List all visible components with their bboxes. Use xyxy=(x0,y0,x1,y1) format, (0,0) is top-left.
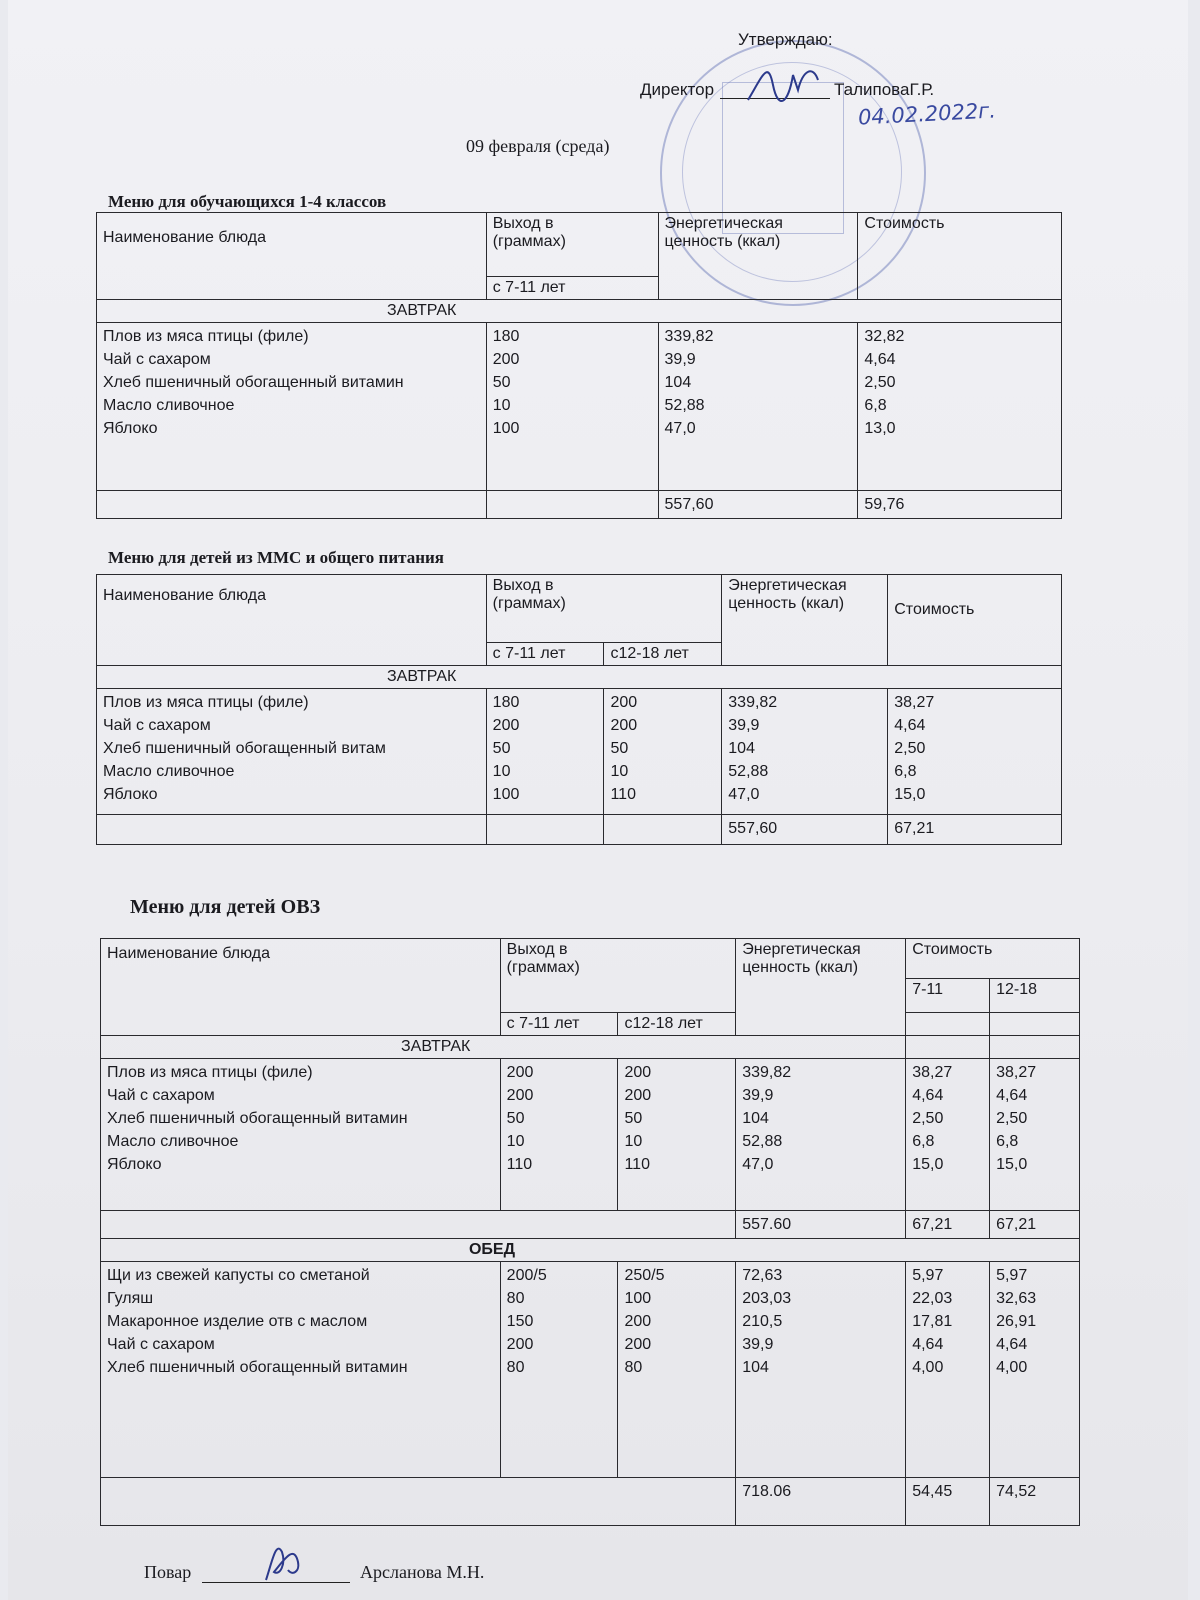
dish-cost: 4,64 xyxy=(912,1087,944,1104)
table2-age2: с12-18 лет xyxy=(604,643,722,666)
dish-yield: 200 xyxy=(492,717,520,734)
dish-yield: 110 xyxy=(610,786,636,803)
table1-meal: ЗАВТРАК xyxy=(97,300,1062,323)
dish-cost: 38,27 xyxy=(894,694,935,711)
dish-cost: 4,64 xyxy=(912,1336,944,1353)
dish-energy: 39,9 xyxy=(728,717,760,734)
table3-breakfast-total-cost2: 67,21 xyxy=(990,1211,1080,1239)
table3-lunch-total-cost1: 54,45 xyxy=(906,1478,990,1526)
dish-yield: 200 xyxy=(624,1064,652,1081)
dish-yield: 200 xyxy=(624,1336,652,1353)
dish-energy: 52,88 xyxy=(742,1133,783,1150)
table2-yield2 xyxy=(604,689,722,815)
table2 xyxy=(96,574,1062,845)
dish-energy: 39,9 xyxy=(742,1087,774,1104)
dish-yield: 100 xyxy=(492,786,520,803)
table1-col-yield: Выход в (граммах) xyxy=(486,213,658,277)
dish-cost: 6,8 xyxy=(864,397,887,414)
table3-breakfast-cost2 xyxy=(990,1059,1080,1211)
approve-label: Утверждаю: xyxy=(738,30,833,49)
dish-cost: 13,0 xyxy=(864,420,896,437)
dish-name: Хлеб пшеничный обогащенный витам xyxy=(103,740,386,757)
dish-energy: 39,9 xyxy=(742,1336,774,1353)
dish-cost: 4,64 xyxy=(996,1087,1028,1104)
dish-yield: 180 xyxy=(492,694,520,711)
table3 xyxy=(100,938,1080,1526)
dish-name: Чай с сахаром xyxy=(107,1336,215,1353)
dish-cost: 32,82 xyxy=(864,328,905,345)
table1-energy xyxy=(658,323,858,491)
dish-energy: 72,63 xyxy=(742,1267,783,1284)
table1-age1: с 7-11 лет xyxy=(486,277,658,300)
table3-lunch-cost2 xyxy=(990,1262,1080,1478)
dish-yield: 200 xyxy=(506,1087,534,1104)
table3-lunch-yield2 xyxy=(618,1262,736,1478)
table2-meal: ЗАВТРАК xyxy=(97,666,1062,689)
dish-energy: 47,0 xyxy=(742,1156,774,1173)
dish-yield: 80 xyxy=(624,1359,643,1376)
dish-yield: 200 xyxy=(492,351,520,368)
dish-cost: 5,97 xyxy=(996,1267,1028,1284)
dish-yield: 200 xyxy=(506,1064,534,1081)
dish-yield: 200 xyxy=(624,1313,652,1330)
dish-yield: 110 xyxy=(624,1156,650,1173)
dish-name: Хлеб пшеничный обогащенный витамин xyxy=(103,374,404,391)
dish-name: Гуляш xyxy=(107,1290,154,1307)
dish-cost: 5,97 xyxy=(912,1267,944,1284)
dish-name: Хлеб пшеничный обогащенный витамин xyxy=(107,1359,408,1376)
dish-name: Чай с сахаром xyxy=(107,1087,215,1104)
director-signature xyxy=(738,55,828,110)
dish-energy: 104 xyxy=(664,374,692,391)
table3-title: Меню для детей ОВЗ xyxy=(130,896,321,918)
dish-cost: 38,27 xyxy=(912,1064,953,1081)
table3-lunch-cost1 xyxy=(906,1262,990,1478)
director-label: Директор xyxy=(640,80,715,99)
dish-name: Плов из мяса птицы (филе) xyxy=(103,328,309,345)
dish-yield: 10 xyxy=(624,1133,643,1150)
dish-energy: 339,82 xyxy=(742,1064,792,1081)
dish-yield: 10 xyxy=(492,397,511,414)
table3-breakfast-cost1 xyxy=(906,1059,990,1211)
table2-col-cost: Стоимость xyxy=(888,575,1062,666)
dish-energy: 104 xyxy=(728,740,755,757)
table3-col-cost: Стоимость xyxy=(906,939,1080,979)
dish-name: Масло сливочное xyxy=(103,763,235,780)
table1-total-energy: 557,60 xyxy=(658,491,858,519)
table2-energy xyxy=(722,689,888,815)
table2-age1: с 7-11 лет xyxy=(486,643,604,666)
dish-cost: 4,64 xyxy=(894,717,926,734)
table1-title: Меню для обучающихся 1-4 классов xyxy=(108,192,387,211)
table3-breakfast-energy xyxy=(736,1059,906,1211)
table3-lunch-total-energy: 718.06 xyxy=(736,1478,906,1526)
dish-yield: 200 xyxy=(610,717,638,734)
dish-cost: 26,91 xyxy=(996,1313,1037,1330)
table3-breakfast-total-energy: 557.60 xyxy=(736,1211,906,1239)
table3-lunch-dishes xyxy=(101,1262,501,1478)
table3-breakfast-dishes xyxy=(101,1059,501,1211)
table3-col-energy: Энергетическая ценность (ккал) xyxy=(736,939,906,1036)
dish-name: Масло сливочное xyxy=(103,397,235,414)
dish-yield: 50 xyxy=(492,740,511,757)
dish-name: Щи из свежей капусты со сметаной xyxy=(107,1267,370,1284)
dish-yield: 100 xyxy=(492,420,520,437)
table3-col-name: Наименование блюда xyxy=(101,939,501,1036)
dish-yield: 50 xyxy=(492,374,511,391)
dish-name: Макаронное изделие отв с маслом xyxy=(107,1313,368,1330)
table3-lunch-energy xyxy=(736,1262,906,1478)
dish-energy: 339,82 xyxy=(728,694,778,711)
dish-cost: 22,03 xyxy=(912,1290,953,1307)
table1-col-name: Наименование блюда xyxy=(97,213,487,300)
dish-cost: 2,50 xyxy=(864,374,896,391)
dish-yield: 180 xyxy=(492,328,520,345)
dish-name: Яблоко xyxy=(103,420,158,437)
dish-yield: 50 xyxy=(506,1110,525,1127)
table3-age2: с12-18 лет xyxy=(618,1013,736,1036)
dish-yield: 10 xyxy=(610,763,629,780)
dish-name: Масло сливочное xyxy=(107,1133,239,1150)
dish-cost: 32,63 xyxy=(996,1290,1037,1307)
dish-cost: 38,27 xyxy=(996,1064,1037,1081)
dish-cost: 4,00 xyxy=(912,1359,944,1376)
dish-energy: 203,03 xyxy=(742,1290,792,1307)
dish-yield: 110 xyxy=(506,1156,533,1173)
table3-cost-age1: 7-11 xyxy=(906,979,990,1013)
dish-energy: 339,82 xyxy=(664,328,714,345)
cook-name: Арсланова М.Н. xyxy=(360,1562,485,1582)
dish-name: Плов из мяса птицы (филе) xyxy=(107,1064,313,1081)
dish-cost: 2,50 xyxy=(996,1110,1028,1127)
dish-name: Яблоко xyxy=(107,1156,162,1173)
dish-energy: 52,88 xyxy=(728,763,769,780)
dish-cost: 6,8 xyxy=(996,1133,1019,1150)
table1-cost xyxy=(858,323,1062,491)
dish-name: Хлеб пшеничный обогащенный витамин xyxy=(107,1110,408,1127)
dish-name: Яблоко xyxy=(103,786,158,803)
dish-cost: 17,81 xyxy=(912,1313,953,1330)
table1-dishes xyxy=(97,323,487,491)
table2-col-yield: Выход в (граммах) xyxy=(486,575,722,643)
dish-cost: 6,8 xyxy=(912,1133,935,1150)
dish-cost: 4,64 xyxy=(996,1336,1028,1353)
dish-cost: 15,0 xyxy=(996,1156,1028,1173)
table2-col-energy: Энергетическая ценность (ккал) xyxy=(722,575,888,666)
approval-date: 04.02.2022г. xyxy=(857,98,997,130)
table3-lunch-yield1 xyxy=(500,1262,618,1478)
table1-total-cost: 59,76 xyxy=(858,491,1062,519)
dish-cost: 4,00 xyxy=(996,1359,1028,1376)
dish-yield: 50 xyxy=(624,1110,643,1127)
dish-cost: 15,0 xyxy=(912,1156,944,1173)
dish-cost: 2,50 xyxy=(912,1110,944,1127)
dish-name: Чай с сахаром xyxy=(103,351,211,368)
dish-yield: 200/5 xyxy=(506,1267,547,1284)
dish-cost: 2,50 xyxy=(894,740,926,757)
dish-yield: 100 xyxy=(624,1290,652,1307)
table2-col-name: Наименование блюда xyxy=(97,575,487,666)
table3-breakfast-yield2 xyxy=(618,1059,736,1211)
table1-col-energy: Энергетическая ценность (ккал) xyxy=(658,213,858,300)
table3-lunch-meal: ОБЕД xyxy=(101,1239,1080,1262)
table3-col-yield: Выход в (граммах) xyxy=(500,939,736,1013)
paper-sheet xyxy=(8,0,1188,1600)
dish-yield: 50 xyxy=(610,740,629,757)
dish-cost: 6,8 xyxy=(894,763,917,780)
dish-energy: 210,5 xyxy=(742,1313,783,1330)
dish-name: Чай с сахаром xyxy=(103,717,211,734)
table1 xyxy=(96,212,1062,519)
table2-total-cost: 67,21 xyxy=(888,815,1062,845)
table3-lunch-total-cost2: 74,52 xyxy=(990,1478,1080,1526)
dish-energy: 104 xyxy=(742,1359,769,1376)
cook-signature xyxy=(254,1532,314,1584)
dish-yield: 200 xyxy=(610,694,638,711)
dish-cost: 4,64 xyxy=(864,351,896,368)
dish-energy: 47,0 xyxy=(728,786,760,803)
cook-label: Повар xyxy=(144,1562,192,1582)
table3-age1: с 7-11 лет xyxy=(500,1013,618,1036)
dish-yield: 200 xyxy=(624,1087,652,1104)
table2-total-energy: 557,60 xyxy=(722,815,888,845)
table3-cost-age2: 12-18 xyxy=(990,979,1080,1013)
dish-yield: 200 xyxy=(506,1336,534,1353)
dish-yield: 10 xyxy=(492,763,511,780)
dish-yield: 10 xyxy=(506,1133,525,1150)
table2-dishes xyxy=(97,689,487,815)
dish-yield: 80 xyxy=(506,1359,525,1376)
table1-col-cost: Стоимость xyxy=(858,213,1062,300)
table3-breakfast-meal: ЗАВТРАК xyxy=(101,1036,906,1059)
dish-yield: 250/5 xyxy=(624,1267,665,1284)
dish-yield: 150 xyxy=(506,1313,534,1330)
dish-energy: 52,88 xyxy=(664,397,705,414)
dish-energy: 47,0 xyxy=(664,420,696,437)
date-heading: 09 февраля (среда) xyxy=(466,136,610,156)
table2-title: Меню для детей из ММС и общего питания xyxy=(108,548,444,567)
director-name: ТалиповаГ.Р. xyxy=(834,80,935,99)
dish-cost: 15,0 xyxy=(894,786,926,803)
dish-yield: 80 xyxy=(506,1290,525,1307)
dish-name: Плов из мяса птицы (филе) xyxy=(103,694,309,711)
table3-breakfast-yield1 xyxy=(500,1059,618,1211)
dish-energy: 39,9 xyxy=(664,351,696,368)
table2-cost xyxy=(888,689,1062,815)
dish-energy: 104 xyxy=(742,1110,769,1127)
table1-yield xyxy=(486,323,658,491)
table2-yield1 xyxy=(486,689,604,815)
table3-breakfast-total-cost1: 67,21 xyxy=(906,1211,990,1239)
